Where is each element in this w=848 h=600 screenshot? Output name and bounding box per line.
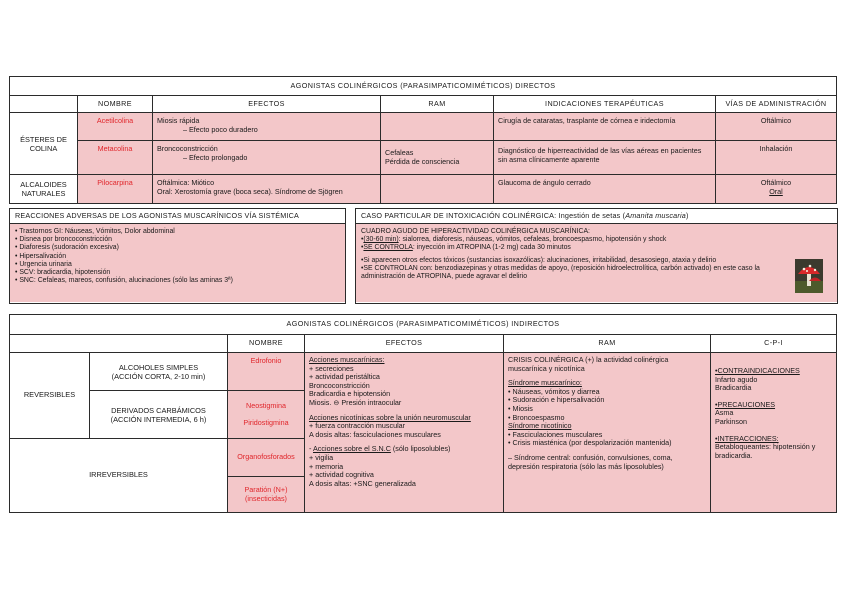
adverse-item: • Trastornos GI: Náuseas, Vómitos, Dolor abdominal xyxy=(15,228,175,235)
header-ram: RAM xyxy=(381,96,494,113)
effects-acetilcolina: Miosis rápida – Efecto poco duradero xyxy=(153,113,381,141)
cpi-indirect: •CONTRAINDICACIONES Infarto agudo Bradicardia •PRECAUCIONES Asma Parkinson •INTERACCIONES: Betabloqueantes: hipotensión y bradicardia. xyxy=(711,353,837,513)
drug-acetilcolina: Acetilcolina xyxy=(78,113,153,141)
group-esteres-de-colina: ÉSTERES DE COLINA xyxy=(10,113,78,175)
header-cpi: C-P-I xyxy=(711,335,837,353)
header-ram-indirect: RAM xyxy=(504,335,711,353)
adverse-item: • Hipersalivación xyxy=(15,252,67,260)
ram-acetilcolina xyxy=(381,113,494,141)
mushroom-icon xyxy=(795,259,823,293)
route-pilocarpina: Oftálmico Oral xyxy=(716,175,837,204)
direct-table-title: AGONISTAS COLINÉRGICOS (PARASIMPATICOMIMÉTICOS) DIRECTOS xyxy=(10,77,837,96)
effects-indirect: Acciones muscarínicas: + secreciones + actividad peristáltica Broncoconstricción Bradicardia e hipotensión Miosis. ⊖ Presión intraocular Acciones nicotínicas sobre la unión neuromuscular + fuerza contracción muscular A dosis altas: fasciculaciones musculares - Acciones sobre el S.N.C (sólo liposolubles) + vigilia + memoria + actividad cognitiva A dosis altas: +SNC generalizada xyxy=(305,353,504,513)
drug-piridostigmina: Piridostigmina xyxy=(243,417,289,427)
adverse-item: • Urgencia urinaria xyxy=(15,260,72,268)
group-alcaloides-naturales: ALCALOIDES NATURALES xyxy=(10,175,78,204)
indirect-agonists-table xyxy=(9,314,837,513)
header-blank-indirect xyxy=(10,335,228,353)
case-body xyxy=(356,224,837,302)
ram-metacolina: Cefaleas Pérdida de consciencia xyxy=(381,141,494,175)
direct-agonists-table xyxy=(9,76,837,204)
drug-organofosforados: Organofosforados xyxy=(228,439,305,477)
header-nombre-indirect: NOMBRE xyxy=(228,335,305,353)
drug-neostigmina: Neostigmina xyxy=(246,400,286,410)
mushroom-intoxication-box xyxy=(355,208,838,304)
adverse-reactions-title: REACCIONES ADVERSAS DE LOS AGONISTAS MUSCARÍNICOS VÍA SISTÉMICA xyxy=(10,209,345,224)
indication-metacolina: Diagnóstico de hiperreactividad de las vías aéreas en pacientes sin asma clínicamente aparente xyxy=(494,141,716,175)
ram-indirect: CRISIS COLINÉRGICA (+) la actividad colinérgica muscarínica y nicotínica Síndrome muscarínico: • Náuseas, vómitos y diarrea • Sudoración e hipersalivación • Miosis • Broncoespasmo Síndrome nicotínico • Fasciculaciones musculares • Crisis miasténica (por despolarización mantenida) – Síndrome central: confusión, convulsiones, coma, depresión respiratoria (sólo las más liposolubles) xyxy=(504,353,711,513)
adverse-item: • SCV: bradicardia, hipotensión xyxy=(15,269,111,277)
header-efectos-indirect: EFECTOS xyxy=(305,335,504,353)
drug-edrofonio: Edrofonio xyxy=(228,353,305,391)
group-irreversibles: IRREVERSIBLES xyxy=(10,439,228,513)
effects-pilocarpina: Oftálmica: Miótico Oral: Xerostomía grave (boca seca). Síndrome de Sjögren xyxy=(153,175,381,204)
header-blank xyxy=(10,96,78,113)
amanita-mushroom-image xyxy=(795,259,823,293)
drug-metacolina: Metacolina xyxy=(78,141,153,175)
adverse-item: • Diaforesis (sudoración excesiva) xyxy=(15,244,119,252)
case-line-control: •SE CONTROLA: inyección im ATROPINA (1-2 mg) cada 30 minutos xyxy=(361,244,571,252)
adverse-reactions-list xyxy=(10,224,345,302)
ram-pilocarpina xyxy=(381,175,494,204)
header-indicaciones: INDICACIONES TERAPÉUTICAS xyxy=(494,96,716,113)
subgroup-derivados-carbamicos: DERIVADOS CARBÁMICOS (ACCIÓN INTERMEDIA, 6 h) xyxy=(90,391,228,439)
indication-pilocarpina: Glaucoma de ángulo cerrado xyxy=(494,175,716,204)
adverse-reactions-box xyxy=(9,208,346,304)
subgroup-alcoholes-simples: ALCOHOLES SIMPLES (ACCIÓN CORTA, 2-10 min) xyxy=(90,353,228,391)
case-line-other-effects: •Si aparecen otros efectos tóxicos (sustancias isoxazólicas): alucinaciones, irritabilidad, desasosiego, ataxia y delirio xyxy=(361,256,717,264)
route-acetilcolina: Oftálmico xyxy=(716,113,837,141)
indication-acetilcolina: Cirugía de cataratas, trasplante de córnea e iridectomía xyxy=(494,113,716,141)
effects-metacolina: Broncoconstricción – Efecto prolongado xyxy=(153,141,381,175)
case-title: CASO PARTICULAR DE INTOXICACIÓN COLINÉRGICA: Ingestión de setas (Amanita muscaria) xyxy=(356,209,837,224)
route-metacolina: Inhalación xyxy=(716,141,837,175)
header-efectos: EFECTOS xyxy=(153,96,381,113)
indirect-table-title: AGONISTAS COLINÉRGICOS (PARASIMPATICOMIMÉTICOS) INDIRECTOS xyxy=(10,315,837,335)
drugs-carbamicos xyxy=(228,391,305,439)
adverse-item: • SNC: Cefaleas, mareos, confusión, alucinaciones (sólo las aminas 3ª) xyxy=(15,277,233,285)
case-subtitle: CUADRO AGUDO DE HIPERACTIVIDAD COLINÉRGICA MUSCARÍNICA: xyxy=(361,228,590,235)
drug-paration: Paratión (N+) (insecticidas) xyxy=(228,477,305,513)
case-line-management: •SE CONTROLAN con: benzodiazepinas y otras medidas de apoyo, (reposición hidroelectrolítica, carbón activado) en este caso la administración de ATROPINA, puede agravar el delirio xyxy=(361,264,760,281)
header-vias: VÍAS DE ADMINISTRACIÓN xyxy=(716,96,837,113)
case-line-onset: •(30-60 min): sialorrea, diaforesis, náuseas, vómitos, cefaleas, broncoespasmo, hipotensión y shock xyxy=(361,236,667,244)
drug-pilocarpina: Pilocarpina xyxy=(78,175,153,204)
group-reversibles: REVERSIBLES xyxy=(10,353,90,439)
adverse-item: • Disnea por broncoconstricción xyxy=(15,236,113,244)
header-nombre: NOMBRE xyxy=(78,96,153,113)
